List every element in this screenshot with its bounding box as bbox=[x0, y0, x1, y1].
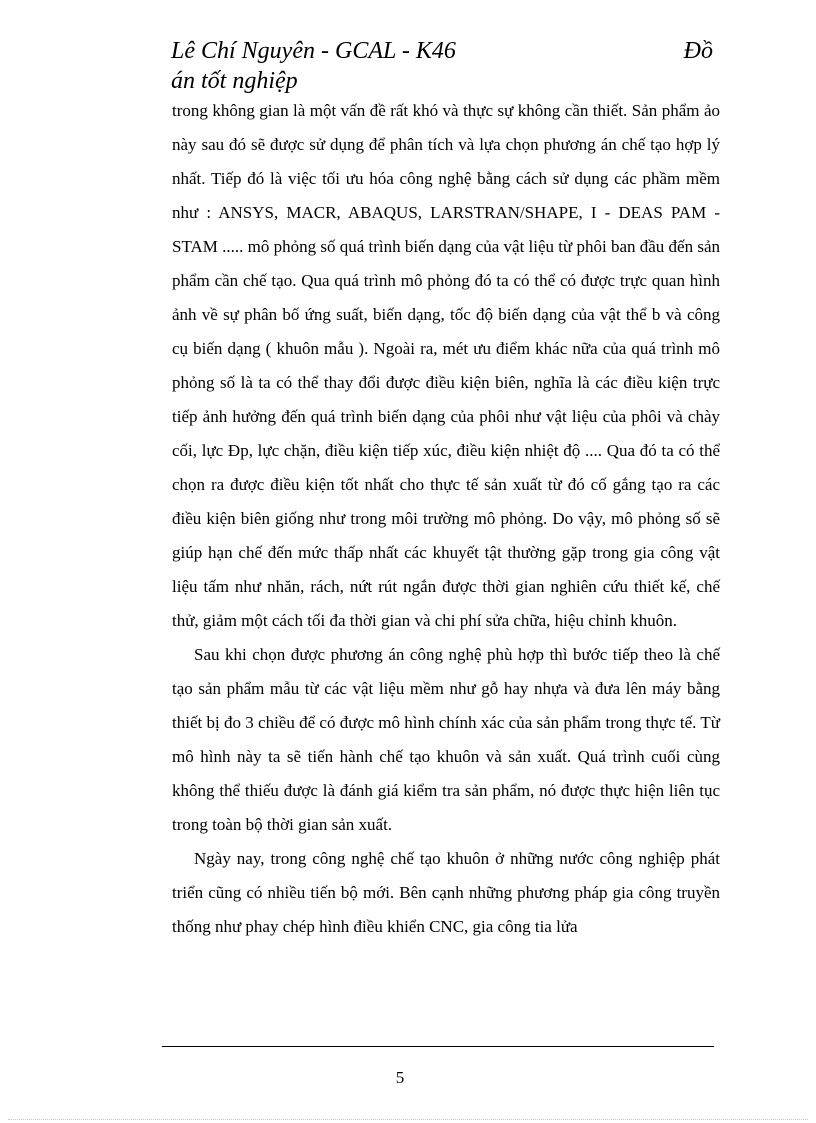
header-title-continued: án tốt nghiệp bbox=[171, 68, 298, 94]
footer-divider bbox=[162, 1046, 714, 1047]
header-title-start: Đồ bbox=[683, 38, 713, 64]
header-author-course: Lê Chí Nguyên - GCAL - K46 bbox=[171, 38, 456, 64]
page-header bbox=[171, 36, 713, 96]
paragraph-2: Sau khi chọn được phương án công nghệ phù hợp thì bước tiếp theo là chế tạo sản phẩm mẫu từ các vật liệu mềm như gỗ hay nhựa và đưa lên máy bằng thiết bị đo 3 chiều để có được mô hình chính xác của sản phẩm trong thực tế. Từ mô hình này ta sẽ tiến hành chế tạo khuôn và sản xuất. Quá trình cuối cùng không thể thiếu được là đánh giá kiểm tra sản phẩm, nó được thực hiện liên tục trong toàn bộ thời gian sản xuất. bbox=[172, 645, 720, 834]
header-line bbox=[171, 36, 713, 66]
page-number: 5 bbox=[395, 1068, 405, 1087]
paragraph-3: Ngày nay, trong công nghệ chế tạo khuôn ở những nước công nghiệp phát triển cũng có nhiều tiến bộ mới. Bên cạnh những phương pháp gia công truyền thống như phay chép hình điều khiển CNC, gia công tia lửa bbox=[172, 849, 720, 936]
page-bottom-edge bbox=[8, 1119, 808, 1120]
document-body bbox=[172, 94, 720, 944]
paragraph-1: trong không gian là một vấn đề rất khó và thực sự không cần thiết. Sản phẩm ảo này sau đó sẽ được sử dụng để phân tích và lựa chọn phương án chế tạo hợp lý nhất. Tiếp đó là việc tối ưu hóa công nghệ bằng cách sử dụng các phầm mềm như : ANSYS, MACR, ABAQUS, LARSTRAN/SHAPE, I - DEAS PAM - STAM ..... mô phỏng số quá trình biến dạng của vật liệu từ phôi ban đầu đến sản phẩm cần chế tạo. Qua quá trình mô phỏng đó ta có thể có được trực quan hình ảnh về sự phân bố ứng suất, biến dạng, tốc độ biến dạng của vật thể b và công cụ biến dạng ( khuôn mẫu ). Ngoài ra, mét ưu điểm khác nữa của quá trình mô phỏng số là ta có thể thay đổi được điều kiện biên, nghĩa là các điều kiện trực tiếp ảnh hưởng đến quá trình biến dạng của phôi như vật liệu của phôi và chày cối, lực Đp, lực chặn, điều kiện tiếp xúc, điều kiện nhiệt độ .... Qua đó ta có thể chọn ra được điều kiện tốt nhất cho thực tế sản xuất từ đó cố gắng tạo ra các điều kiện biên giống như trong môi trường mô phỏng. Do vậy, mô phỏng số sẽ giúp hạn chế đến mức thấp nhất các khuyết tật thường gặp trong gia công vật liệu tấm như nhăn, rách, nứt rút ngắn được thời gian nghiên cứu thiết kế, chế thử, giảm một cách tối đa thời gian và chi phí sửa chữa, hiệu chỉnh khuôn. bbox=[172, 101, 720, 630]
